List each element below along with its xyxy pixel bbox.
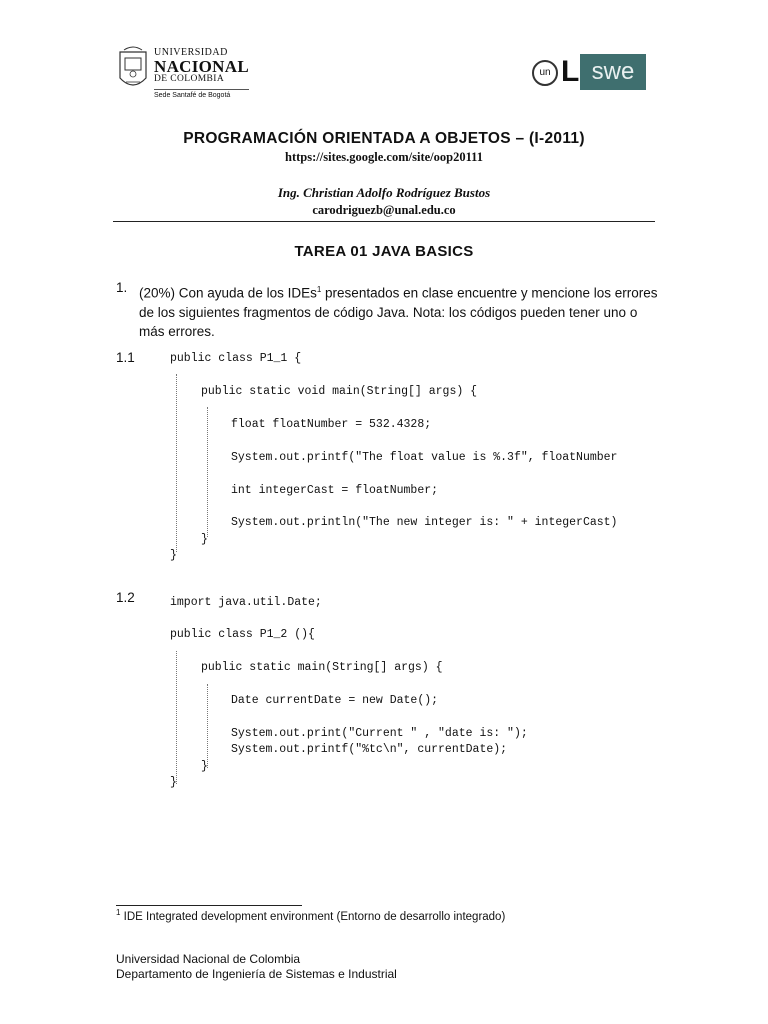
- code-indent-guide: [176, 651, 177, 784]
- section-label-1-2: 1.2: [116, 590, 135, 605]
- code-line: }: [170, 776, 177, 789]
- course-url: https://sites.google.com/site/oop20111: [285, 150, 483, 164]
- code-line: }: [170, 549, 177, 562]
- university-line-1: UNIVERSIDAD: [154, 47, 228, 58]
- author-name: Ing. Christian Adolfo Rodríguez Bustos: [277, 185, 491, 200]
- code-line: }: [201, 533, 208, 546]
- code-line: int integerCast = floatNumber;: [231, 484, 439, 497]
- code-indent-guide: [207, 407, 208, 537]
- swe-logo-letter: L: [561, 55, 580, 88]
- author-email: carodriguezb@unal.edu.co: [312, 203, 456, 217]
- code-line: public static void main(String[] args) {: [201, 385, 478, 398]
- assignment-title: TAREA 01 JAVA BASICS: [294, 243, 474, 260]
- section-label-1-1: 1.1: [116, 350, 135, 365]
- code-line: import java.util.Date;: [170, 596, 322, 609]
- swe-group-logo: [528, 54, 646, 92]
- swe-logo-circle: un: [532, 60, 558, 86]
- footnote-number: 1: [116, 908, 121, 917]
- footnote-text: IDE Integrated development environment (Entorno de desarrollo integrado): [120, 910, 506, 923]
- question-text: [139, 280, 659, 341]
- question-text-start: (20%) Con ayuda de los IDEs: [139, 285, 317, 301]
- code-indent-guide: [207, 684, 208, 768]
- code-indent-guide: [176, 374, 177, 552]
- university-campus: Sede Santafé de Bogotá: [154, 89, 249, 99]
- university-line-2: NACIONAL: [154, 57, 249, 76]
- header-divider: [113, 221, 655, 222]
- university-line-3: DE COLOMBIA: [154, 74, 225, 84]
- footer-department: Departamento de Ingeniería de Sistemas e Industrial: [116, 967, 397, 981]
- code-line: System.out.println("The new integer is: " + integerCast): [231, 516, 618, 529]
- code-line: public class P1_2 (){: [170, 628, 315, 641]
- university-seal-icon: [116, 44, 150, 94]
- code-line: System.out.printf("%tc\n", currentDate);: [231, 743, 508, 756]
- university-name: [154, 48, 249, 99]
- course-title: PROGRAMACIÓN ORIENTADA A OBJETOS – (I-2011): [183, 130, 585, 147]
- code-line: System.out.print("Current " , "date is: ");: [231, 727, 528, 740]
- swe-logo-box: swe: [580, 54, 646, 90]
- code-line: Date currentDate = new Date();: [231, 694, 439, 707]
- code-line: }: [201, 760, 208, 773]
- university-logo: [116, 42, 249, 100]
- code-line: public static main(String[] args) {: [201, 661, 443, 674]
- footnote-ref: 1: [316, 285, 322, 294]
- question-text-end: presentados en clase encuentre y mencione los errores de los siguientes fragmentos de código Java. Nota: los códigos pueden tener uno o más errores.: [139, 285, 658, 339]
- footnote-rule: [116, 905, 302, 906]
- code-line: System.out.printf("The float value is %.3f", floatNumber: [231, 451, 618, 464]
- code-line: float floatNumber = 532.4328;: [231, 418, 432, 431]
- footer-university: Universidad Nacional de Colombia: [116, 952, 301, 966]
- footnote: [116, 908, 505, 923]
- question-number: 1.: [116, 280, 128, 295]
- code-line: public class P1_1 {: [170, 352, 302, 365]
